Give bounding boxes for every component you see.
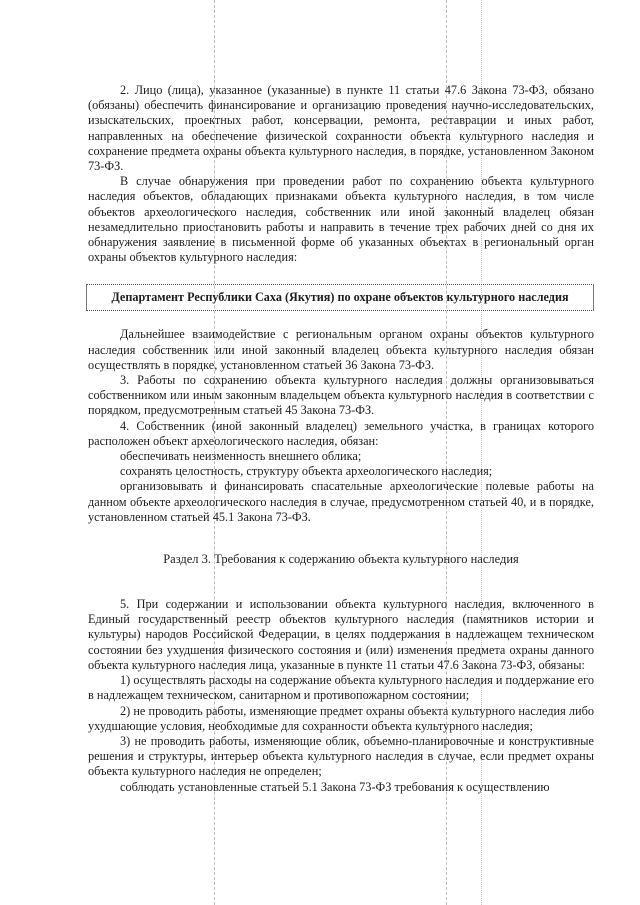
paragraph-3: 3. Работы по сохранению объекта культурного наследия должны организовываться собственником или иным законным владельцем объекта культурного наследия в соответствии с порядком, предусмотренным статьей 45 Закона 73-ФЗ. <box>88 373 594 418</box>
paragraph-4: 4. Собственник (иной законный владелец) земельного участка, в границах которого расположен объект археологического наследия, обязан: <box>88 418 594 448</box>
department-box: Департамент Республики Саха (Якутия) по охране объектов культурного наследия <box>86 284 594 311</box>
paragraph-discovery: В случае обнаружения при проведении работ по сохранению объекта культурного наследия объектов, обладающих признаками объекта культурного наследия, в том числе объектов археологического наследия, собственник или иной законный владелец обязан незамедлительно приостановить работы и направить в течение трех рабочих дней со дня их обнаружения заявление в письменной форме об указанных объектах в региональный орган охраны объектов культурного наследия: <box>88 174 594 265</box>
requirement-item: 2) не проводить работы, изменяющие предмет охраны объекта культурного наследия либо ухудшающие условия, необходимые для сохранности объекта культурного наследия; <box>88 703 594 733</box>
obligation-item: сохранять целостность, структуру объекта археологического наследия; <box>120 464 493 479</box>
document-body <box>88 83 594 795</box>
requirement-item: 1) осуществлять расходы на содержание объекта культурного наследия и поддержание его в надлежащем техническом, санитарном и противопожарном состоянии; <box>88 673 594 703</box>
requirement-item: 3) не проводить работы, изменяющие облик, объемно-планировочные и конструктивные решения и структуры, интерьер объекта культурного наследия в случае, если предмет охраны объекта культурного наследия не определен; <box>88 733 594 779</box>
paragraph-2: 2. Лицо (лица), указанное (указанные) в пункте 11 статьи 47.6 Закона 73-ФЗ, обязано (обязаны) обеспечить финансирование и организацию проведения научно-исследовательских, изыскательских, проектных работ, консервации, ремонта, реставрации и иных работ, направленных на обеспечение физической сохранности объекта культурного наследия и сохранение предмета охраны объекта культурного наследия, в порядке, установленном Законом 73-ФЗ. <box>88 83 594 174</box>
section-heading: Раздел 3. Требования к содержанию объекта культурного наследия <box>163 552 519 567</box>
obligation-item: организовывать и финансировать спасательные археологические полевые работы на данном объекте археологического наследия в случае, предусмотренном статьей 40, и в порядке, установленном статьей 45.1 Закона 73-ФЗ. <box>88 479 594 524</box>
obligation-item: обеспечивать неизменность внешнего облика; <box>120 449 362 464</box>
requirement-item: соблюдать установленные статьей 5.1 Закона 73-ФЗ требования к осуществлению <box>120 779 550 794</box>
paragraph-interaction: Дальнейшее взаимодействие с региональным органом охраны объектов культурного наследия собственник или иной законный владелец объекта культурного наследия обязан осуществлять в порядке, установленном статьей 36 Закона 73-ФЗ. <box>88 327 594 372</box>
paragraph-5: 5. При содержании и использовании объекта культурного наследия, включенного в Единый государственный реестр объектов культурного наследия (памятников истории и культуры) народов Российской Федерации, в целях поддержания в надлежащем техническом состоянии без ухудшения физического состояния и (или) изменения предмета охраны данного объекта культурного наследия лица, указанные в пункте 11 статьи 47.6 Закона 73-ФЗ, обязаны: <box>88 597 594 672</box>
